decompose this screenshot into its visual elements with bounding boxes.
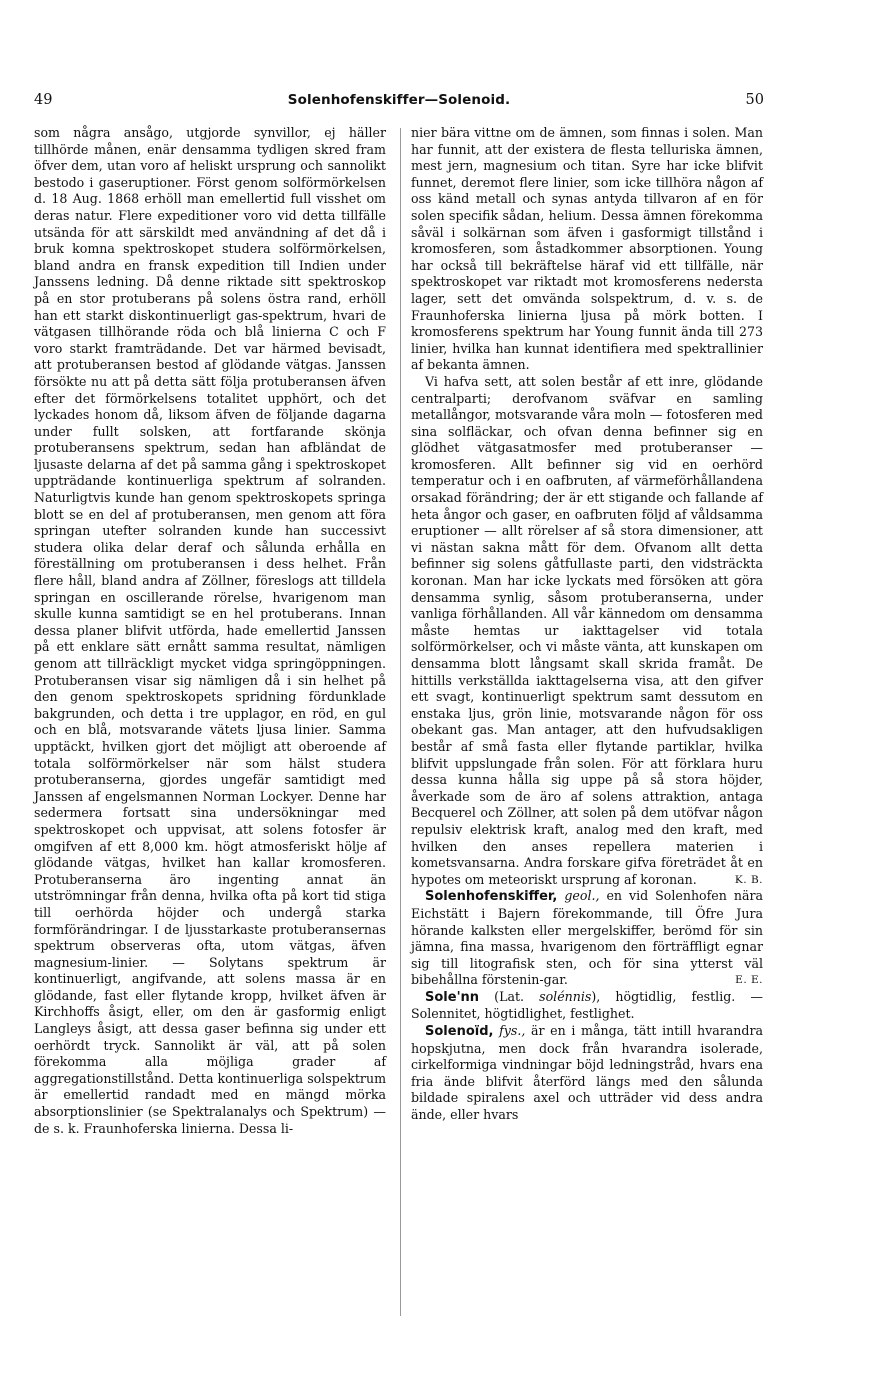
entry-solenoid xyxy=(411,1023,763,1124)
latin-word: solе́nnis xyxy=(539,988,592,1004)
page-number-left: 49 xyxy=(34,92,53,108)
entry-solenn xyxy=(411,989,763,1023)
left-column xyxy=(34,125,386,1137)
right-column xyxy=(411,125,763,1124)
entry-text: är en i många, tätt intill hvarandra hopskjutna, men dock från hvarandra isolerade, cirkelformiga vindningar böjd ledningstråd, hvars ena fria ände blifvit återförd längs med den sålunda bildade spiralens axel och utträder vid dess andra ände, eller hvars xyxy=(411,1023,763,1123)
entry-solenhofenskiffer xyxy=(411,888,763,989)
page-number-right: 50 xyxy=(745,92,764,108)
headword: Sole'nn xyxy=(425,989,480,1005)
article-paragraph xyxy=(411,374,763,888)
article-continuation: nier bära vittne om de ämnen, som finnas i solen. Man har funnit, att der existera de flesta telluriska ämnen, mest jern, magnesium och titan. Syre har icke blifvit funnet, deremot flere linier, som icke tillhöra någon af oss känd metall och synas antyda tillvaron af en för solen specifik sådan, helium. Dessa ämnen förekomma såväl i solkärnan som äfven i gasformigt tillstånd i kromosferen, som åstadkommer absorptionen. Young har också till bekräftelse häraf vid ett tillfälle, när spektroskopet var riktadt mot kromosferens nedersta lager, sett det omvända solspektrum, d. v. s. de Fraunhoferska linierna ljusa på mörk botten. I kromosferens spektrum har Young funnit ända till 273 linier, hvilka han kunnat identifiera med spektrallinier af bekanta ämnen. xyxy=(411,125,763,373)
page-header xyxy=(34,92,764,114)
latin-prefix: (Lat. xyxy=(494,988,525,1004)
entry-text: en vid Solenhofen nära Eichstätt i Bajern förekommande, till Öfre Jura hörande kalksten eller mergelskiffer, berömd för sin jämna, fina massa, hvarigenom den förträffligt egnar sig till litografisk sten, och för sina ytterst väl bibehållna förstenin-gar. xyxy=(411,888,763,988)
headword: Solenoïd, xyxy=(425,1024,494,1040)
left-column-text: som några ansågo, utgjorde synvillor, ej häller tillhörde månen, enär densamma tydligen skred fram öfver dem, utan voro af heliskt ursprung och sannolikt bestodo i gaseruptioner. Först genom solförmörkelsen d. 18 Aug. 1868 erhöll man emellertid full visshet om deras natur. Flere expeditioner voro vid detta tillfälle utsända för att särskildt med användning af det då i bruk komna spektroskopet studera solförmörkelsen, bland andra en fransk expedition till Indien under Janssens ledning. Då denne riktade sitt spektroskop på en stor protuberans på solens östra rand, erhöll han ett starkt diskontinuerligt gas-spektrum, hvari de vätgasen tillhörande röda och blå linierna C och F voro starkt framträdande. Det var härmed bevisadt, att protuberansen bestod af glödande vätgas. Janssen försökte nu att på detta sätt följa protuberansen äfven efter det förmörkelsens totalitet upphört, och det lyckades honom då, liksom äfven de följande dagarna under fullt solsken, att fortfarande skönja protuberansens spektrum, sedan han afbländat de ljusaste delarna af det på samma gång i spektroskopet uppträdande kontinuerliga spektrum af solranden. Naturligtvis kunde han genom spektroskopets springa blott se en del af protuberansen, men genom att föra springan utefter solranden kunde han successivt studera olika delar deraf och sålunda erhålla en föreställning om protuberansen i dess helhet. Från flere håll, bland andra af Zöllner, föreslogs att tilldela springan en oscillerande rörelse, hvarigenom man skulle kunna samtidigt se en hel protuberans. Innan dessa planer blifvit utförda, hade emellertid Janssen på ett enklare sätt ernått samma resultat, nämligen genom att tillräckligt mycket vidga springöppningen. Protuberansen visar sig nämligen då i sin helhet på den genom spektroskopets spridning fördunklade bakgrunden, och detta i tre upplagor, en röd, en gul och en blå, motsvarande vätets ljusa linier. Samma upptäckt, hvilken gjort det möjligt att oberoende af totala solförmörkelser när som hälst studera protuberanserna, gjordes ungefär samtidigt med Janssen af engelsmannen Norman Lockyer. Denne har sedermera fortsatt sina undersökningar med spektroskopet och uppvisat, att solens fotosfer är omgifven af ett 8,000 km. högt atmosferiskt hölje af glödande vätgas, hvilket han kallar kromosferen. Protuberanserna äro ingenting annat än utströmningar från denna, hvilka ofta på kort tid stiga till oerhörda höjder och undergå starka formförändringar. I de ljusstarkaste protuberansernas spektrum observeras ofta, utom vätgas, äfven magnesium-linier. — Solytans spektrum är kontinuerligt, angifvande, att solens massa är en glödande, fast eller flytande kropp, hvilket äfven är Kirchhoffs åsigt, eller, om den är gasformig enligt Langleys åsigt, att dessa gaser befinna sig under ett oerhördt tryck. Sannolikt är väl, att på solen förekomma alla möjliga grader af aggregationstillstånd. Detta kontinuerliga solspektrum är emellertid randadt med en mängd mörka absorptionslinier (se Spektralanalys och Spektrum) — de s. k. Fraunhoferska linierna. Dessa li- xyxy=(34,125,387,1136)
column-divider xyxy=(400,128,401,1316)
author-signature: K. B. xyxy=(734,873,763,886)
subject-abbreviation: fys., xyxy=(499,1023,526,1039)
running-head: Solenhofenskiffer—Solenoid. xyxy=(287,92,511,108)
article-paragraph-text: Vi hafva sett, att solen består af ett inre, glödande centralparti; derofvanom sväfvar en samling metallångor, motsvarande våra moln — fotosferen med sina solfläckar, och ofvan denna befinner sig en glödhet vätgasatmosfer med protuberanser — kromosferen. Allt befinner sig vid en oerhörd temperatur och i en oafbruten, af värmeförhållandena orsakad förändring; der är ett stigande och fallande af heta ångor och gaser, en oafbruten följd af våldsamma eruptioner — allt rörelser af så stora dimensioner, att vi nästan sakna mått för dem. Ofvanom allt detta befinner sig solens gåtfullaste parti, den vidsträckta koronan. Man har icke lyckats med försöken att göra densamma synlig, såsom protuberanserna, under vanliga förhållanden. All vår kännedom om densamma måste hemtas ur iakttagelser vid totala solförmörkelser, och vi måste vänta, att kunskapen om densamma blott långsamt skall skrida framåt. De hittills verkställda iakttagelserna visa, att den gifver ett svagt, kontinuerligt spektrum samt dessutom en enstaka ljus, grön linie, motsvarande någon för oss obekant gas. Man antager, att den hufvudsakligen består af små fasta eller flytande partiklar, hvilka blifvit uppslungade från solen. För att förklara huru dessa kunna hålla sig uppe på så stora höjder, åverkade som de äro af solens attraktion, antaga Becquerel och Zöllner, att solen på dem utöfvar någon repulsiv elektrisk kraft, analog med den kraft, med hvilken den anses repellera materien i kometsvansarna. Andra forskare gifva företrädet åt en hypotes om meteoriskt ursprung af koronan. xyxy=(411,373,763,887)
author-signature: E. E. xyxy=(735,974,763,987)
subject-abbreviation: geol., xyxy=(564,888,600,904)
entry-text: ), högtidlig, festlig. — Solennitet, högtidlighet, festlighet. xyxy=(411,988,763,1022)
headword: Solenhofenskiffer, xyxy=(425,889,558,905)
